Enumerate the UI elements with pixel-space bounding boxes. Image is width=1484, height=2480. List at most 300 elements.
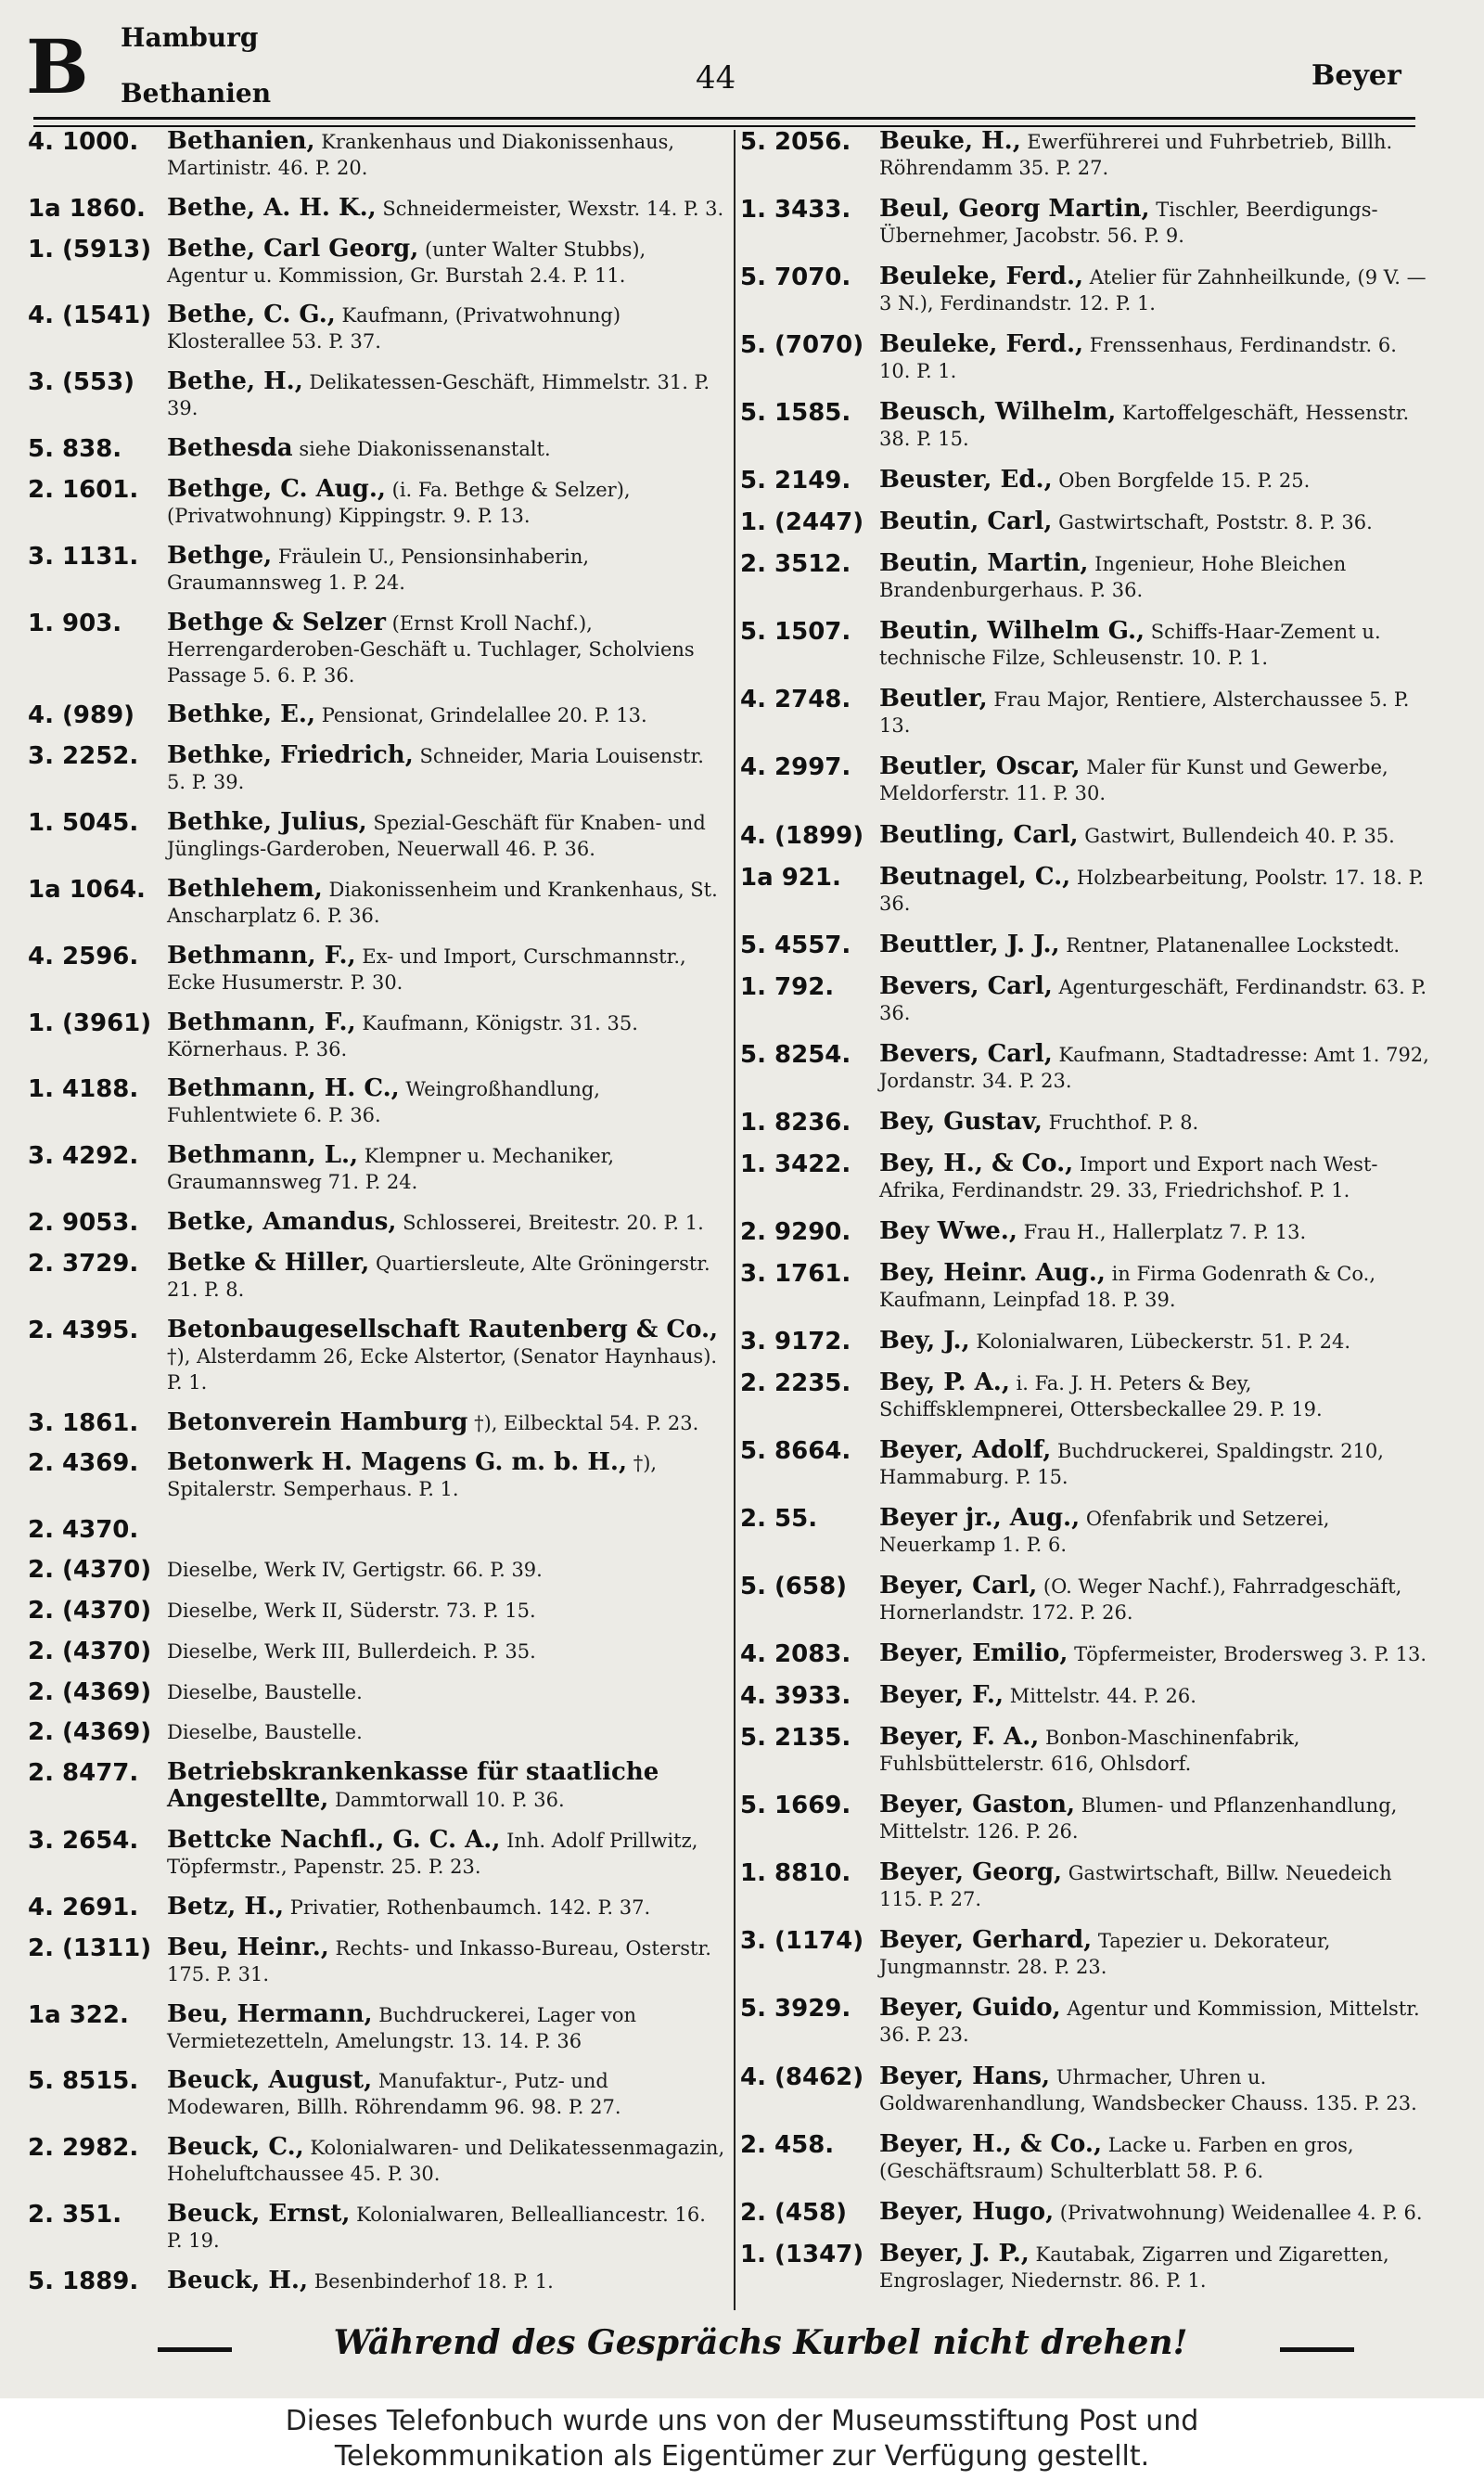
directory-entry: [740, 1859, 1431, 1912]
entry-number: 1. 903.: [28, 609, 122, 637]
entry-number: 4. 1000.: [28, 128, 139, 156]
directory-entry: [28, 2201, 725, 2254]
directory-entry: [740, 508, 1431, 535]
credit-line-1: Dieses Telefonbuch wurde uns von der Museumsstiftung Post und: [285, 2405, 1199, 2437]
entry-name: Betonbaugesellschaft Rautenberg & Co.,: [167, 1315, 719, 1343]
entry-number: 3. 9172.: [740, 1327, 851, 1356]
entry-text: [879, 2131, 1431, 2184]
entry-number: 2. 4395.: [28, 1316, 139, 1344]
entry-details: †), Eilbecktal 54. P. 23.: [467, 1411, 699, 1434]
entry-text: [879, 1927, 1431, 1980]
entry-name: Bethe, C. G.,: [167, 301, 336, 329]
entry-number: 2. 351.: [28, 2200, 122, 2229]
directory-entry: [28, 943, 725, 996]
entry-text: [167, 1209, 725, 1236]
entry-number: 2. 8477.: [28, 1759, 139, 1788]
entry-details: Bonbon-Maschinenfabrik, Fuhlsbüttelerstr. 616, Ohlsdorf.: [879, 1727, 1300, 1776]
entry-name: Bey, Heinr. Aug.,: [879, 1258, 1106, 1287]
entry-name: Beyer, F.,: [879, 1681, 1004, 1710]
entry-number: 5. 7070.: [740, 263, 851, 292]
entry-text: [167, 236, 725, 289]
entry-details: (O. Weger Nachf.), Fahrradgeschäft, Hornerlandstr. 172. P. 26.: [879, 1575, 1402, 1625]
entry-number: 2. 2235.: [740, 1368, 851, 1397]
entry-text: [879, 1328, 1431, 1355]
entry-details: Kautabak, Zigarren und Zigaretten, Engroslager, Niedernstr. 86. P. 1.: [879, 2242, 1389, 2292]
entry-number: 4. (989): [28, 701, 135, 730]
entry-number: 2. 55.: [740, 1505, 818, 1534]
entry-number: 2. 458.: [740, 2130, 835, 2159]
section-letter: B: [26, 23, 89, 110]
directory-entry: [740, 973, 1431, 1026]
entry-details: Dieselbe, Werk II, Süderstr. 73. P. 15.: [167, 1599, 536, 1622]
entry-name: Bethlehem,: [167, 874, 323, 903]
entry-name: Beyer, F. A.,: [879, 1723, 1040, 1752]
entry-text: [167, 2268, 725, 2294]
entry-text: [167, 1516, 725, 1542]
entry-number: 3. 4292.: [28, 1142, 139, 1171]
entry-details: Diakonissenheim und Krankenhaus, St. Anscharplatz 6. P. 36.: [167, 878, 718, 927]
directory-entry: [740, 2063, 1431, 2116]
directory-entry: [740, 1505, 1431, 1558]
entry-name: Beuleke, Ferd.,: [879, 263, 1084, 291]
entry-text: [879, 822, 1431, 849]
entry-name: Beuck, Ernst,: [167, 2199, 351, 2228]
entry-number: 4. (8462): [740, 2062, 864, 2091]
entry-text: [879, 932, 1431, 958]
entry-number: 1a 1064.: [28, 875, 146, 904]
directory-entry: [28, 1597, 725, 1624]
entry-name: Beyer, Emilio,: [879, 1639, 1068, 1668]
entry-name: Bethmann, H. C.,: [167, 1074, 400, 1103]
directory-entry: [28, 1409, 725, 1436]
entry-details: siehe Diakonissenanstalt.: [292, 438, 551, 461]
directory-entry: [28, 1317, 725, 1395]
entry-name: Bethe, H.,: [167, 367, 303, 396]
entry-number: 2. (458): [740, 2198, 848, 2227]
entry-number: 1. 8236.: [740, 1108, 851, 1137]
entry-text: [167, 2001, 725, 2054]
entry-text: [167, 1142, 725, 1195]
entry-name: Beutler,: [879, 685, 988, 713]
entry-text: [879, 1682, 1431, 1709]
entry-number: 2. 3729.: [28, 1249, 139, 1278]
entry-number: 2. (4370): [28, 1556, 152, 1585]
directory-entry: [28, 1250, 725, 1303]
directory-entry: [28, 1009, 725, 1062]
entry-details: Buchdruckerei, Lager von Vermietezetteln, Amelungstr. 13. 14. P. 36: [167, 2003, 637, 2052]
entry-name: Beyer, Adolf,: [879, 1436, 1052, 1465]
entry-details: Kaufmann, (Privatwohnung) Klosterallee 53. P. 37.: [167, 304, 621, 353]
directory-entry: [740, 932, 1431, 958]
entry-details: (unter Walter Stubbs), Agentur u. Kommission, Gr. Burstah 2.4. P. 11.: [167, 238, 646, 287]
entry-details: (Privatwohnung) Weidenallee 4. P. 6.: [1054, 2201, 1423, 2224]
entry-details: Import und Export nach West-Afrika, Ferdinandstr. 29. 33, Friedrichshof. P. 1.: [879, 1152, 1378, 1201]
entry-text: [167, 1827, 725, 1880]
entry-text: [879, 1724, 1431, 1777]
right-column: [740, 128, 1431, 2308]
entry-name: Beyer, Hans,: [879, 2062, 1051, 2090]
directory-entry: [740, 1995, 1431, 2048]
entry-number: 5. 3929.: [740, 1995, 851, 2024]
entry-number: 5. 4557.: [740, 931, 851, 959]
entry-name: Bethge, C. Aug.,: [167, 474, 386, 503]
entry-details: Ewerführerei und Fuhrbetrieb, Billh. Röhrendamm 35. P. 27.: [879, 131, 1393, 179]
directory-entry: [740, 467, 1431, 494]
entry-details: Dieselbe, Werk IV, Gertigstr. 66. P. 39.: [167, 1559, 543, 1582]
entry-text: [879, 1995, 1431, 2048]
directory-entry: [28, 1894, 725, 1921]
directory-entry: [740, 618, 1431, 671]
directory-entry: [740, 1682, 1431, 1709]
entry-name: Bethe, Carl Georg,: [167, 234, 419, 263]
entry-text: [879, 467, 1431, 494]
entry-number: 2. (4369): [28, 1718, 152, 1747]
directory-entry: [28, 302, 725, 354]
entry-number: 2. 3512.: [740, 550, 851, 579]
left-column: [28, 128, 725, 2308]
entry-number: 1. (2447): [740, 508, 864, 537]
entry-name: Bethe, A. H. K.,: [167, 193, 377, 222]
entry-number: 2. 2982.: [28, 2134, 139, 2163]
entry-text: [167, 2134, 725, 2187]
entry-details: Kaufmann, Königstr. 31. 35. Körnerhaus. P. 36.: [167, 1011, 638, 1060]
entry-text: [167, 1759, 725, 1813]
entry-details: Fräulein U., Pensionsinhaberin, Graumannsweg 1. P. 24.: [167, 545, 590, 594]
directory-entry: [740, 1150, 1431, 1203]
entry-text: [879, 2063, 1431, 2116]
directory-entry: [740, 1260, 1431, 1313]
entry-details: Quartiersleute, Alte Gröningerstr. 21. P. 8.: [167, 1252, 710, 1301]
entry-name: Beul, Georg Martin,: [879, 195, 1150, 224]
entry-number: 5. 2149.: [740, 467, 851, 495]
entry-details: Weingroßhandlung, Fuhlentwiete 6. P. 36.: [167, 1078, 600, 1127]
entry-text: [167, 1718, 725, 1745]
directory-entry: [740, 1927, 1431, 1980]
entry-text: [879, 263, 1431, 316]
entry-name: Beyer, J. P.,: [879, 2239, 1030, 2268]
entry-number: 5. 2056.: [740, 128, 851, 156]
entry-name: Beusch, Wilhelm,: [879, 398, 1117, 427]
entry-details: Manufaktur-, Putz- und Modewaren, Billh. Röhrendamm 96. 98. P. 27.: [167, 2070, 621, 2119]
entry-number: 1. 792.: [740, 972, 835, 1001]
entry-details: Kolonialwaren, Bellealliancestr. 16. P. 19.: [167, 2203, 706, 2252]
entry-text: [167, 876, 725, 929]
directory-entry: [740, 331, 1431, 384]
directory-entry: [740, 1369, 1431, 1422]
directory-entry: [740, 1640, 1431, 1667]
entry-details: (Ernst Kroll Nachf.), Herrengarderoben-Geschäft u. Tuchlager, Scholviens Passage 5. 6. P. 36.: [167, 611, 695, 687]
entry-text: [167, 1894, 725, 1921]
entry-number: 5. (7070): [740, 331, 864, 360]
entry-text: [879, 686, 1431, 739]
entry-number: 2. (4370): [28, 1637, 152, 1665]
entry-name: Beuke, H.,: [879, 127, 1021, 155]
directory-entry: [28, 1934, 725, 1987]
entry-number: 4. 2596.: [28, 942, 139, 970]
entry-text: [167, 2201, 725, 2254]
directory-entry: [28, 1718, 725, 1745]
entry-name: Bethmann, F.,: [167, 1008, 356, 1036]
entry-name: Beuleke, Ferd.,: [879, 330, 1084, 359]
entry-name: Beutin, Wilhelm G.,: [879, 617, 1145, 646]
directory-entry: [28, 610, 725, 688]
entry-name: Bethke, E.,: [167, 700, 316, 729]
entry-name: Bethmann, F.,: [167, 941, 356, 970]
directory-entry: [28, 1759, 725, 1813]
entry-number: 5. 1507.: [740, 618, 851, 647]
header-rule: [33, 117, 1415, 127]
directory-entry: [28, 195, 725, 222]
entry-details: Dieselbe, Werk III, Bullerdeich. P. 35.: [167, 1639, 536, 1663]
entry-text: [879, 1573, 1431, 1625]
entry-details: Rentner, Platanenallee Lockstedt.: [1059, 933, 1401, 957]
entry-number: 5. (658): [740, 1573, 848, 1601]
entry-text: [167, 302, 725, 354]
directory-entry: [28, 1516, 725, 1545]
entry-text: [167, 1075, 725, 1128]
entry-number: 4. 2083.: [740, 1640, 851, 1669]
entry-text: [167, 1934, 725, 1987]
entry-number: 3. 1131.: [28, 542, 139, 571]
directory-entry: [28, 701, 725, 728]
entry-name: Beutin, Carl,: [879, 508, 1053, 536]
entry-name: Bethke, Friedrich,: [167, 741, 414, 770]
directory-entry: [740, 128, 1431, 181]
entry-details: Gastwirtschaft, Billw. Neuedeich 115. P. 27.: [879, 1862, 1392, 1911]
entry-text: [167, 128, 725, 181]
entry-name: Beuster, Ed.,: [879, 466, 1053, 495]
entry-name: Bey, P. A.,: [879, 1368, 1010, 1396]
directory-entry: [28, 543, 725, 596]
entry-name: Bey, J.,: [879, 1326, 970, 1355]
entry-text: [879, 1369, 1431, 1422]
entry-number: 5. 8664.: [740, 1437, 851, 1466]
directory-entry: [740, 1109, 1431, 1136]
entry-name: Betke, Amandus,: [167, 1208, 397, 1237]
entry-text: [879, 1041, 1431, 1094]
entry-details: Holzbearbeitung, Poolstr. 17. 18. P. 36.: [879, 866, 1425, 915]
entry-details: Töpfermeister, Brodersweg 3. P. 13.: [1068, 1643, 1427, 1666]
entry-number: 4. 3933.: [740, 1682, 851, 1711]
entry-number: 1a 921.: [740, 863, 841, 892]
entry-number: 5. 1585.: [740, 399, 851, 428]
entry-number: 1. 3422.: [740, 1150, 851, 1178]
entry-details: Frau Major, Rentiere, Alsterchaussee 5. P. 13.: [879, 688, 1410, 738]
entry-name: Betke & Hiller,: [167, 1248, 370, 1277]
entry-details: Tapezier u. Dekorateur, Jungmannstr. 28. P. 23.: [879, 1930, 1331, 1979]
directory-entry: [28, 1209, 725, 1236]
directory-entry: [28, 1075, 725, 1128]
entry-name: Beyer, Gerhard,: [879, 1926, 1093, 1955]
entry-name: Beutling, Carl,: [879, 820, 1079, 849]
entry-number: 1. 3433.: [740, 196, 851, 225]
column-divider: [734, 130, 736, 2310]
entry-name: Bevers, Carl,: [879, 971, 1053, 1000]
directory-entry: [28, 2268, 725, 2294]
entry-name: Beutin, Martin,: [879, 549, 1089, 578]
entry-text: [879, 1505, 1431, 1558]
entry-text: [879, 2199, 1431, 2226]
entry-number: 5. 8515.: [28, 2067, 139, 2096]
entry-details: Dammtorwall 10. P. 36.: [328, 1789, 565, 1812]
entry-number: 2. 9053.: [28, 1209, 139, 1238]
entry-name: Beyer jr., Aug.,: [879, 1504, 1081, 1533]
directory-entry: [28, 742, 725, 795]
directory-entry: [740, 1437, 1431, 1490]
entry-number: 3. (553): [28, 368, 135, 397]
entry-number: 2. (4370): [28, 1596, 152, 1625]
page-number: 44: [696, 59, 736, 96]
entry-text: [879, 618, 1431, 671]
entry-name: Beyer, H., & Co.,: [879, 2129, 1103, 2158]
footer-right-bar: [1280, 2347, 1354, 2352]
directory-entry: [740, 1724, 1431, 1777]
entry-number: 1. (3961): [28, 1009, 152, 1037]
entry-text: [879, 1109, 1431, 1136]
entry-text: [879, 196, 1431, 249]
entry-number: 3. (1174): [740, 1927, 864, 1956]
entry-text: [167, 543, 725, 596]
entry-details: Privatier, Rothenbaumch. 142. P. 37.: [284, 1895, 651, 1919]
entry-details: Schneider, Maria Louisenstr. 5. P. 39.: [167, 745, 704, 794]
footer-warning: Während des Gesprächs Kurbel nicht drehen!: [333, 2323, 1188, 2362]
entry-text: [879, 1859, 1431, 1912]
entry-number: 5. 1889.: [28, 2267, 139, 2295]
entry-text: [167, 943, 725, 996]
directory-entry: [740, 1041, 1431, 1094]
entry-details: Klempner u. Mechaniker, Graumannsweg 71. P. 24.: [167, 1145, 615, 1194]
entry-number: 5. 8254.: [740, 1040, 851, 1069]
directory-entry: [28, 1556, 725, 1583]
directory-entry: [28, 2067, 725, 2120]
entry-number: 5. 2135.: [740, 1724, 851, 1753]
credit-banner: [0, 2398, 1484, 2480]
entry-details: in Firma Godenrath & Co., Kaufmann, Leinpfad 18. P. 39.: [879, 1262, 1376, 1311]
entry-details: Dieselbe, Baustelle.: [167, 1680, 363, 1703]
entry-text: [167, 1449, 725, 1502]
entry-details: Besenbinderhof 18. P. 1.: [308, 2269, 554, 2293]
directory-entry: [740, 822, 1431, 849]
directory-entry: [740, 2241, 1431, 2294]
entry-details: Fruchthof. P. 8.: [1042, 1111, 1199, 1134]
entry-text: [167, 1597, 725, 1624]
entry-name: Bey Wwe.,: [879, 1216, 1017, 1245]
entry-name: Bethge,: [167, 541, 273, 570]
entry-details: †), Spitalerstr. Semperhaus. P. 1.: [167, 1452, 658, 1501]
entry-details: Frau H., Hallerplatz 7. P. 13.: [1017, 1220, 1307, 1243]
entry-text: [879, 1260, 1431, 1313]
entry-name: Bethesda: [167, 434, 293, 463]
entry-text: [167, 1638, 725, 1664]
entry-details: Kolonialwaren, Lübeckerstr. 51. P. 24.: [969, 1330, 1351, 1353]
entry-name: Bettcke Nachfl., G. C. A.,: [167, 1826, 501, 1855]
entry-text: [167, 435, 725, 462]
entry-number: 2. (4369): [28, 1677, 152, 1706]
entry-name: Beutler, Oscar,: [879, 752, 1081, 781]
entry-number: 5. 1669.: [740, 1792, 851, 1820]
entry-details: Rechts- und Inkasso-Bureau, Osterstr. 175. P. 31.: [167, 1936, 711, 1985]
page-footer: [158, 2319, 1363, 2375]
entry-details: Maler für Kunst und Gewerbe, Meldorferstr. 11. P. 30.: [879, 756, 1388, 805]
directory-entry: [740, 550, 1431, 603]
directory-entry: [740, 1573, 1431, 1625]
entry-number: 3. 1761.: [740, 1259, 851, 1288]
entry-details: Kolonialwaren- und Delikatessenmagazin, Hoheluftchaussee 45. P. 30.: [167, 2137, 725, 2186]
page-header: [26, 20, 1417, 113]
entry-number: 5. 838.: [28, 435, 122, 464]
entry-name: Bethke, Julius,: [167, 808, 367, 837]
entry-name: Beuttler, J. J.,: [879, 930, 1060, 958]
entry-number: 1a 322.: [28, 2000, 129, 2029]
entry-name: Beuck, C.,: [167, 2133, 304, 2162]
entry-number: 1a 1860.: [28, 194, 146, 223]
entry-number: 3. 1861.: [28, 1408, 139, 1437]
entry-details: Ingenieur, Hohe Bleichen Brandenburgerhaus. P. 36.: [879, 553, 1347, 602]
entry-text: [167, 742, 725, 795]
entry-name: Beuck, August,: [167, 2066, 373, 2095]
entry-name: Beyer, Hugo,: [879, 2197, 1055, 2226]
entry-number: 1. 5045.: [28, 809, 139, 838]
entry-name: Bey, H., & Co.,: [879, 1149, 1074, 1177]
entry-name: Beu, Heinr.,: [167, 1933, 329, 1961]
entry-details: Schiffs-Haar-Zement u. technische Filze, Schleusenstr. 10. P. 1.: [879, 621, 1381, 670]
credit-line-2: Telekommunikation als Eigentümer zur Verfügung gestellt.: [334, 2440, 1150, 2473]
entry-details: Gastwirtschaft, Poststr. 8. P. 36.: [1052, 511, 1373, 534]
entry-text: [167, 1409, 725, 1436]
directory-entry: [28, 476, 725, 529]
entry-text: [167, 1556, 725, 1583]
entry-text: [167, 610, 725, 688]
entry-text: [879, 1218, 1431, 1245]
entry-text: [879, 550, 1431, 603]
entry-number: 4. 2691.: [28, 1893, 139, 1921]
entry-number: 1. (5913): [28, 235, 152, 263]
entry-details: Gastwirt, Bullendeich 40. P. 35.: [1078, 824, 1395, 847]
entry-text: [879, 1150, 1431, 1203]
entry-name: Betz, H.,: [167, 1892, 285, 1921]
directory-entry: [740, 2199, 1431, 2226]
directory-entry: [740, 2131, 1431, 2184]
entry-text: [167, 809, 725, 862]
entry-name: Betonwerk H. Magens G. m. b. H.,: [167, 1448, 628, 1477]
entry-name: Betriebskrankenkasse für staatliche Angestellte,: [167, 1758, 659, 1814]
entry-text: [167, 195, 725, 222]
entry-details: Schlosserei, Breitestr. 20. P. 1.: [396, 1212, 704, 1235]
entry-text: [879, 1792, 1431, 1844]
directory-entry: [28, 2134, 725, 2187]
directory-entry: [28, 368, 725, 421]
entry-text: [167, 2067, 725, 2120]
directory-entry: [28, 1142, 725, 1195]
entry-name: Beyer, Gaston,: [879, 1791, 1076, 1819]
footer-left-bar: [158, 2347, 232, 2352]
entry-text: [167, 1317, 725, 1395]
entry-details: (i. Fa. Bethge & Selzer), (Privatwohnung) Kippingstr. 9. P. 13.: [167, 478, 631, 527]
entry-details: †), Alsterdamm 26, Ecke Alstertor, (Senator Haynhaus). P. 1.: [167, 1344, 718, 1394]
directory-entry: [740, 753, 1431, 806]
entry-details: Buchdruckerei, Spaldingstr. 210, Hammaburg. P. 15.: [879, 1440, 1384, 1489]
entry-text: [167, 476, 725, 529]
entry-name: Bey, Gustav,: [879, 1107, 1043, 1136]
entry-text: [167, 701, 725, 728]
entry-details: Agentur und Kommission, Mittelstr. 36. P. 23.: [879, 1998, 1420, 2047]
entry-text: [879, 508, 1431, 535]
entry-number: 3. 2252.: [28, 742, 139, 771]
directory-entry: [740, 686, 1431, 739]
entry-details: Frenssenhaus, Ferdinandstr. 6. 10. P. 1.: [879, 334, 1397, 383]
entry-details: Ofenfabrik und Setzerei, Neuerkamp 1. P. 6.: [879, 1508, 1330, 1557]
entry-details: Ex- und Import, Curschmannstr., Ecke Husumerstr. P. 30.: [167, 944, 686, 994]
